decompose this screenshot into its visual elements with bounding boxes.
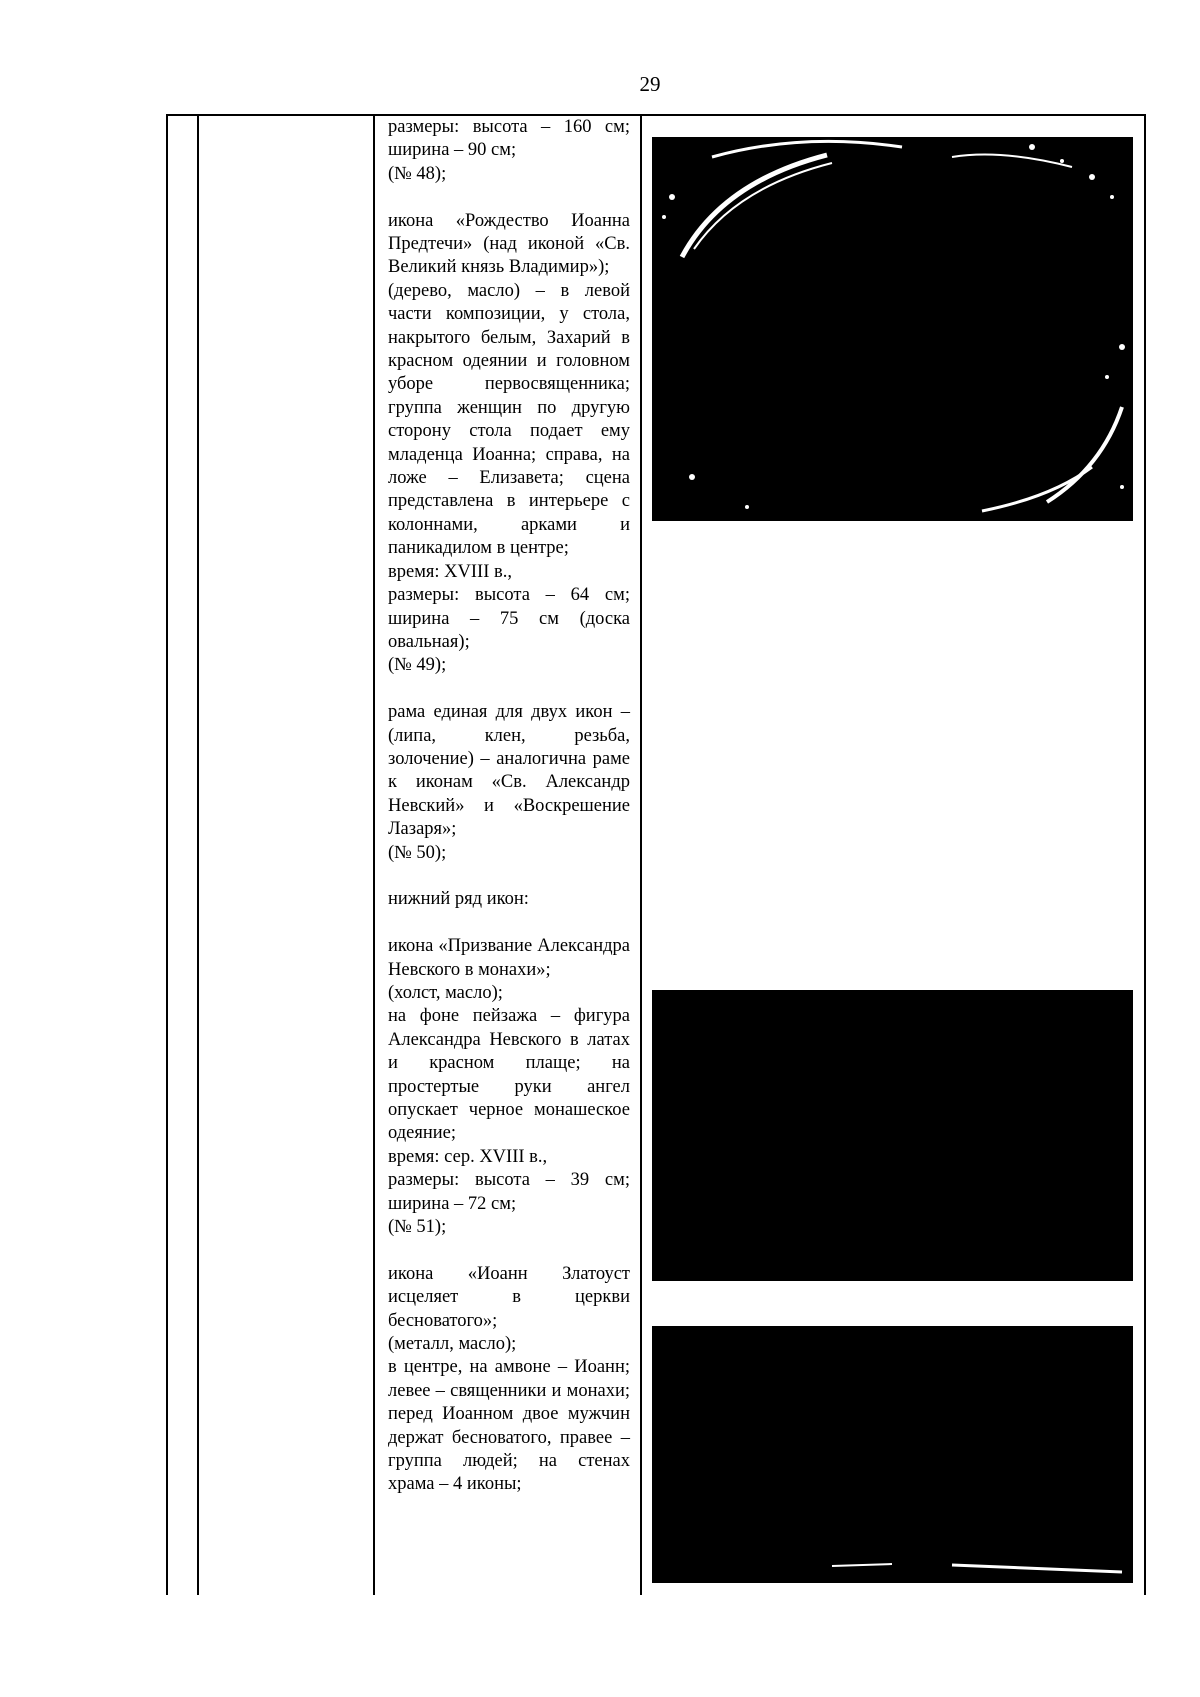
entry-line: время: сер. XVIII в., <box>388 1146 548 1167</box>
photo-icon-john-chrysostom <box>652 1326 1133 1583</box>
entry-line: нижний ряд икон: <box>388 889 529 910</box>
table-border-1 <box>166 114 168 1595</box>
table-top-border <box>166 114 1145 116</box>
page-number: 29 <box>639 72 661 96</box>
oval-frame-highlights <box>652 137 1133 521</box>
entry-line: размеры: высота – 39 см; ширина – 72 см; <box>388 1170 630 1214</box>
table-border-4 <box>640 114 642 1595</box>
table-border-3 <box>373 114 375 1595</box>
entry-line: в центре, на амвоне – Иоанн; левее – священники и монахи; перед Иоанном двое мужчин держат бесноватого, правее – группа людей; на стенах храма – 4 иконы; <box>388 1357 630 1495</box>
entry-line: икона «Рождество Иоанна Предтечи» (над иконой «Св. Великий князь Владимир»); <box>388 210 630 278</box>
entry-line: (№ 48); <box>388 163 447 184</box>
entry-line: (холст, масло); <box>388 982 503 1003</box>
entry-51 <box>388 935 630 1239</box>
entry-line: размеры: высота – 160 см; <box>388 117 630 137</box>
description-column <box>388 116 630 1520</box>
entry-line: (металл, масло); <box>388 1334 517 1355</box>
entry-52 <box>388 1263 630 1497</box>
floor-highlight <box>652 1326 1133 1583</box>
entry-line: икона «Иоанн Златоуст исцеляет в церкви бесноватого»; <box>388 1263 630 1331</box>
lower-row-heading <box>388 888 630 911</box>
entry-line: икона «Призвание Александра Невского в монахи»; <box>388 936 630 980</box>
entry-line: (№ 49); <box>388 655 447 676</box>
entry-line: ширина – 90 см; <box>388 140 517 161</box>
table-border-5 <box>1144 114 1146 1595</box>
entry-50 <box>388 701 630 865</box>
entry-48 <box>388 116 630 186</box>
entry-line: размеры: высота – 64 см; ширина – 75 см (доска овальная); <box>388 585 630 652</box>
entry-line: время: XVIII в., <box>388 561 512 582</box>
entry-49 <box>388 210 630 678</box>
entry-line: (№ 50); <box>388 842 447 863</box>
photo-icon-calling-nevsky <box>652 990 1133 1281</box>
photo-icon-nativity-john <box>652 137 1133 521</box>
entry-line: рама единая для двух икон – (липа, клен, резьба, золочение) – аналогична раме к иконам «Св. Александр Невский» и «Воскрешение Лазаря»; <box>388 702 630 840</box>
entry-line: (дерево, масло) – в левой части композиции, у стола, накрытого белым, Захарий в красном одеянии и головном уборе первосвященника; группа женщин по другую сторону стола подает ему младенца Иоанна; справа, на ложе – Елизавета; сцена представлена в интерьере с колоннами, арками и паникадилом в центре; <box>388 280 630 559</box>
table-border-2 <box>197 114 199 1595</box>
entry-line: на фоне пейзажа – фигура Александра Невского в латах и красном плаще; на простертые руки ангел опускает черное монашеское одеяние; <box>388 1006 630 1144</box>
entry-line: (№ 51); <box>388 1217 447 1238</box>
